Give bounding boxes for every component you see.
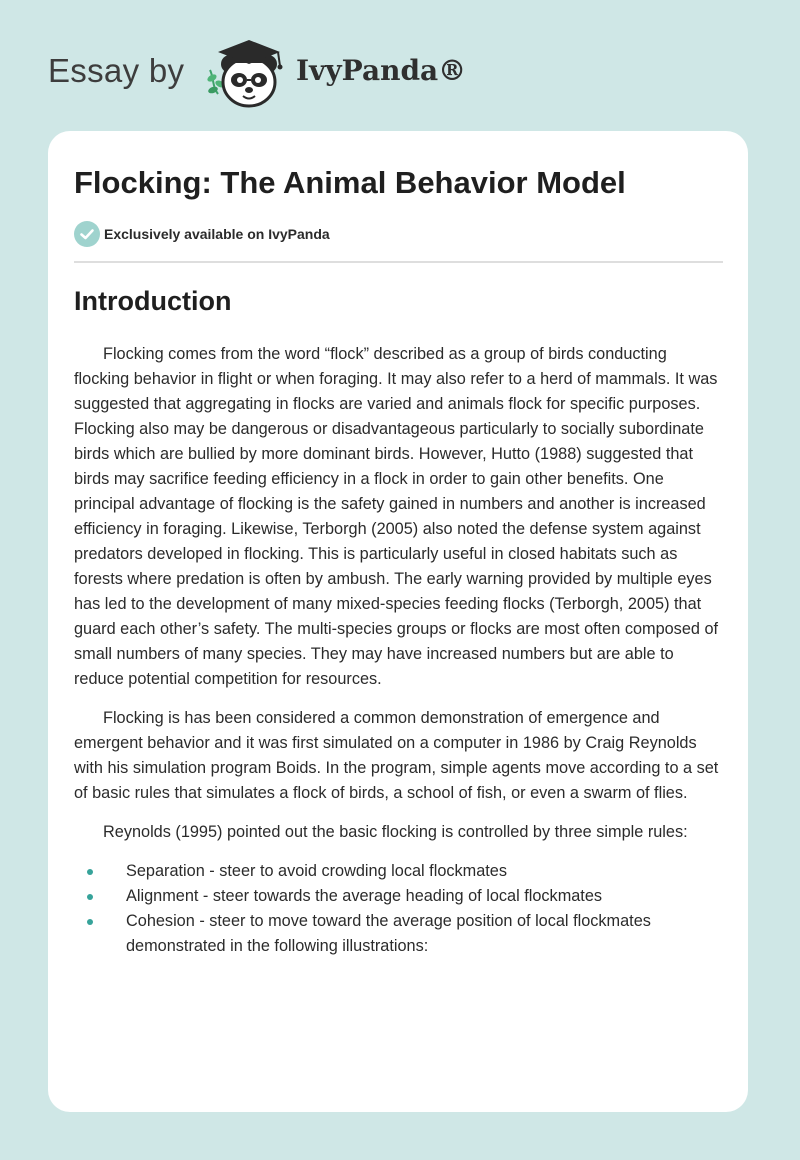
bullet-icon — [87, 894, 93, 900]
exclusive-badge — [74, 221, 330, 247]
essay-card — [48, 131, 748, 1112]
panda-logo-icon[interactable] — [200, 34, 296, 110]
bullet-icon — [87, 869, 93, 875]
list-item-text: Alignment - steer towards the average heading of local flockmates — [126, 887, 603, 905]
list-item — [74, 909, 723, 959]
site-header — [48, 34, 468, 110]
section-heading: Introduction — [74, 286, 232, 316]
check-circle-icon — [74, 221, 100, 247]
page-title: Flocking: The Animal Behavior Model — [74, 165, 626, 200]
list-item — [74, 859, 723, 884]
list-item-text: Separation - steer to avoid crowding local flockmates — [126, 862, 507, 880]
bullet-icon — [87, 919, 93, 925]
rules-list — [74, 859, 723, 959]
paragraph: Flocking is has been considered a common demonstration of emergence and emergent behavior and it was first simulated on a computer in 1986 by Craig Reynolds with his simulation program Boids. In the program, simple agents move according to a set of basic rules that simulates a flock of birds, a school of fish, or even a swarm of flies. — [74, 709, 719, 802]
title-divider — [74, 261, 723, 263]
brand-prefix: Essay by — [48, 52, 185, 89]
paragraph: Reynolds (1995) pointed out the basic flocking is controlled by three simple rules: — [103, 823, 688, 841]
list-item-text: Cohesion - steer to move toward the average position of local flockmates demonstrated in the following illustrations: — [126, 912, 651, 955]
brand-name[interactable]: IvyPanda® — [296, 54, 467, 87]
paragraph: Flocking comes from the word “flock” described as a group of birds conducting flocking behavior in flight or when foraging. It may also refer to a herd of mammals. It was suggested that aggregating in flocks are varied and animals flock for specific purposes. Flocking also may be dangerous or disadvantageous particularly to socially subordinate birds which are bullied by more dominant birds. However, Hutto (1988) suggested that birds may sacrifice feeding efficiency in a flock in order to gain other benefits. One principal advantage of flocking is the safety gained in numbers and another is increased efficiency in foraging. Likewise, Terborgh (2005) also noted the defense system against predators developed in flocking. This is particularly useful in closed habitats such as forests where predation is often by ambush. The early warning provided by multiple eyes has led to the development of many mixed-species feeding flocks (Terborgh, 2005) that guard each other’s safety. The multi-species groups or flocks are most often composed of small numbers of many species. They may have increased numbers but are able to reduce potential competition for resources. — [74, 345, 719, 688]
exclusive-badge-text: Exclusively available on IvyPanda — [104, 226, 330, 242]
essay-body — [74, 342, 723, 959]
list-item — [74, 884, 723, 909]
